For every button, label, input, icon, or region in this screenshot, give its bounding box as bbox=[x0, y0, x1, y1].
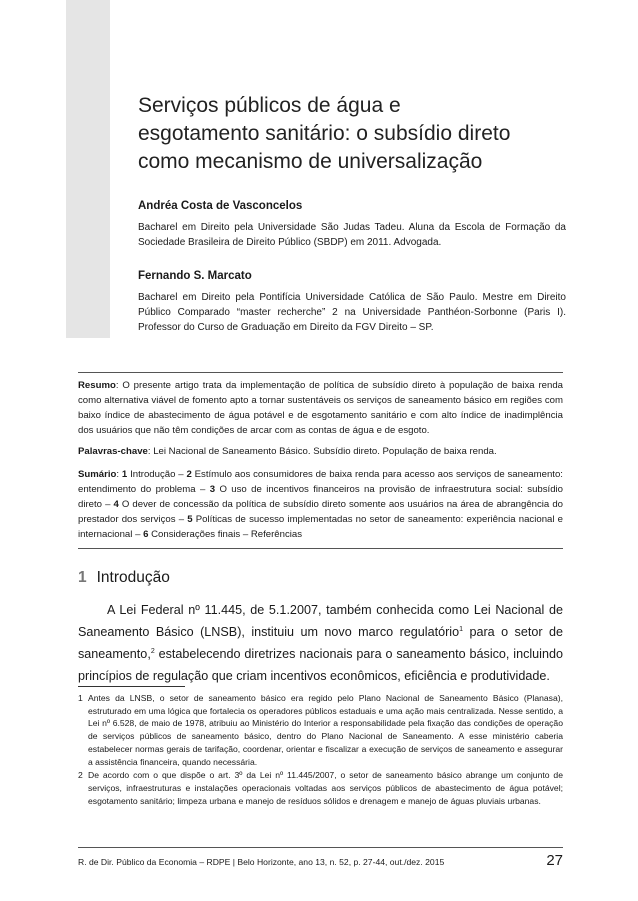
footnote-number: 1 bbox=[78, 693, 83, 703]
sumario-item-text: Introdução – bbox=[130, 469, 184, 480]
author-bio: Bacharel em Direito pela Universidade São Judas Tadeu. Aluna da Escola de Formação da Sociedade Brasileira de Direito Público (SBDP) em 2011. Advogada. bbox=[138, 222, 566, 248]
footer-citation: R. de Dir. Público da Economia – RDPE | Belo Horizonte, ano 13, n. 52, p. 27-44, out./dez. 2015 bbox=[78, 857, 445, 867]
footnote-number: 2 bbox=[78, 770, 83, 781]
title-line: como mecanismo de universalização bbox=[138, 150, 483, 173]
footnote-text: De acordo com o que dispõe o art. 3º da Lei nº 11.445/2007, o setor de saneamento básico abrange um conjunto de serviços, infraestruturas e instalações operacionais voltadas aos serviços públicos de abastecimento de água potável; esgotamento sanitário; limpeza urbana e manejo de resíduos sólidos e drenagem e manejo de águas pluviais urbanas. bbox=[88, 770, 563, 806]
body-text-part: para o setor de saneamento, bbox=[78, 625, 563, 661]
resumo-text: : O presente artigo trata da implementação de política de subsídio direto à população de baixa renda como alternativa viável de fomento apto a tornar sustentáveis os serviços de saneamento básico em regiões com baixo índice de abastecimento de água potável e de esgotamento sanitário e com alto índice de inadimplência dos usuários que não têm condições de arcar com as contas de água e de esgoto. bbox=[78, 380, 563, 436]
sumario-item-text: O uso de incentivos financeiros na provisão de infraestrutura social: subsídio direto – bbox=[78, 484, 564, 510]
resumo-paragraph bbox=[78, 378, 563, 438]
footnotes bbox=[78, 692, 563, 807]
introduction-section bbox=[78, 567, 563, 687]
resumo-label: Resumo bbox=[78, 380, 116, 391]
keywords-label: Palavras-chave bbox=[78, 446, 148, 457]
abstract bbox=[78, 378, 563, 542]
title-line: Serviços públicos de água e bbox=[138, 94, 401, 117]
sumario-item-number: 1 bbox=[121, 469, 128, 480]
author-name: Andréa Costa de Vasconcelos bbox=[138, 200, 303, 212]
sumario-item-number: 6 bbox=[143, 529, 149, 540]
section-heading bbox=[78, 567, 563, 589]
sumario-item-text: Considerações finais – Referências bbox=[151, 529, 303, 540]
footer-rule bbox=[78, 847, 563, 848]
section-number: 1 bbox=[78, 569, 87, 586]
author-bio: Bacharel em Direito pela Pontifícia Universidade Católica de São Paulo. Mestre em Direito Público Comparado “master recherche” 2 na Universidade Panthéon-Sorbonne (Paris I). Professor do Curso de Graduação em Direito da FGV Direito – SP. bbox=[138, 292, 566, 333]
sumario-item-number: 2 bbox=[186, 469, 192, 480]
footnote-ref[interactable]: 1 bbox=[459, 625, 464, 633]
author-name: Fernando S. Marcato bbox=[138, 270, 252, 282]
body-text-part: estabelecendo diretrizes nacionais para o saneamento básico, incluindo princípios de regulação que criam incentivos econômicos, eficiência e produtividade. bbox=[78, 647, 563, 683]
sumario-item-number: 4 bbox=[113, 499, 119, 510]
author-block bbox=[138, 198, 566, 250]
sumario-item-text: O dever de concessão da política de subsídio direto somente aos usuários na área de abrangência do prestador dos serviços – bbox=[78, 499, 564, 525]
page-number: 27 bbox=[546, 852, 563, 869]
abstract-bottom-rule bbox=[78, 548, 563, 549]
footnote-separator bbox=[78, 686, 185, 687]
abstract-top-rule bbox=[78, 372, 563, 373]
abstract-block bbox=[78, 372, 563, 549]
sumario-item-number: 3 bbox=[209, 484, 216, 495]
body-text-part: A Lei Federal nº 11.445, de 5.1.2007, também conhecida como Lei Nacional de Saneamento Básico (LNSB), instituiu um novo marco regulatório bbox=[78, 603, 563, 639]
section-title: Introdução bbox=[96, 569, 170, 586]
sumario-item-text: Políticas de sucesso implementadas no setor de saneamento: experiência nacional e internacional – bbox=[78, 514, 564, 540]
footnote bbox=[78, 769, 563, 807]
decorative-gray-tab bbox=[66, 0, 110, 338]
title-line: esgotamento sanitário: o subsídio direto bbox=[138, 122, 511, 145]
sumario-label: Sumário bbox=[78, 469, 117, 480]
sumario-item-text: Estímulo aos consumidores de baixa renda para acesso aos serviços de saneamento: entendimento do problema – bbox=[78, 469, 563, 495]
keywords-text: : Lei Nacional de Saneamento Básico. Subsídio direto. População de baixa renda. bbox=[147, 446, 497, 457]
sumario-paragraph: Sumário: 1 Introdução – 2 Estímulo aos consumidores de baixa renda para acesso aos serviços de saneamento: entendimento do problema – 3 O uso de incentivos financeiros na provisão de infraestrutura social: subsídio direto – 4 O dever de concessão da política de subsídio direto somente aos usuários na área de abrangência do prestador dos serviços – 5 Políticas de sucesso implementadas no setor de saneamento: experiência nacional e internacional – 6 Considerações finais – Referências bbox=[78, 469, 564, 540]
author-block bbox=[138, 268, 566, 335]
article-title bbox=[138, 92, 566, 176]
article-header bbox=[138, 92, 566, 335]
keywords-paragraph bbox=[78, 444, 563, 459]
footnote-text: Antes da LNSB, o setor de saneamento básico era regido pelo Plano Nacional de Saneamento Básico (Planasa), estruturado em uma lógica que fortalecia os operadores públicos estaduais e uma ação mais centralizada. Nesse sentido, a Lei nº 6.528, de maio de 1978, atribuiu ao Ministério do Interior a responsabilidade pela fixação das condições de operação de serviços públicos de saneamento básico, dentro do Plano Nacional de Saneamento. A esse ministério caberia estabelecer normas gerais de tarifação, coordenar, orientar e fiscalizar a execução de serviços de saneamento e assegurar a assistência financeira, quando necessária. bbox=[88, 693, 563, 767]
footnote-ref[interactable]: 2 bbox=[150, 647, 155, 655]
footnote bbox=[78, 692, 563, 768]
body-paragraph bbox=[78, 599, 563, 687]
sumario-item-number: 5 bbox=[187, 514, 193, 525]
